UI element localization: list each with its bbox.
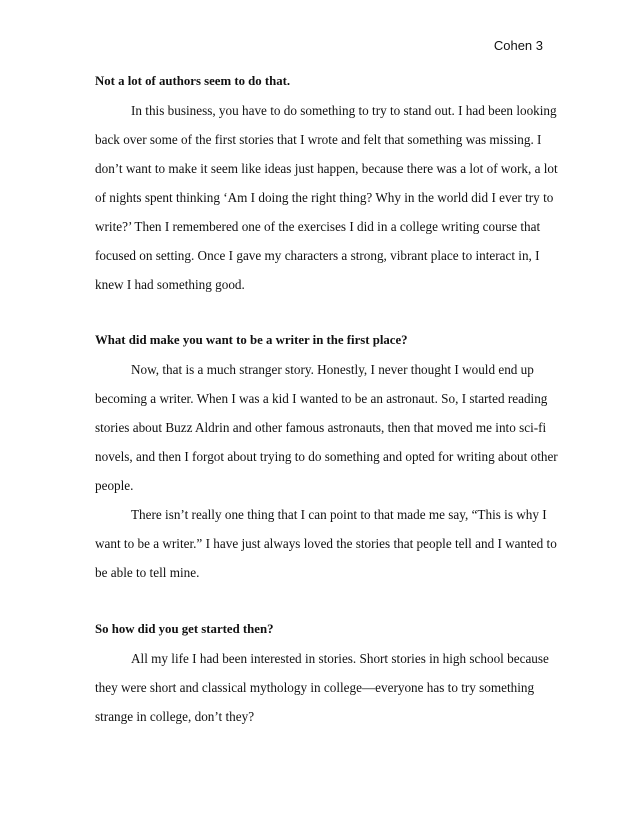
paragraph-line: write?’ Then I remembered one of the exercises I did in a college writing course that: [95, 219, 541, 234]
page-header: Cohen 3: [493, 38, 543, 53]
paragraph: [95, 96, 558, 299]
paragraph-line: people.: [95, 478, 134, 493]
section-question: What did make you want to be a writer in the first place?: [95, 333, 408, 347]
paragraph-line: they were short and classical mythology in college—everyone has to try something: [95, 680, 535, 695]
section-1: [95, 67, 558, 299]
paragraph: [95, 500, 557, 587]
paragraph-line: knew I had something good.: [95, 277, 245, 292]
paragraph-line: focused on setting. Once I gave my characters a strong, vibrant place to interact in, I: [95, 248, 540, 263]
section-question: Not a lot of authors seem to do that.: [95, 74, 291, 88]
paragraph-line: stories about Buzz Aldrin and other famous astronauts, then that moved me into sci-fi: [95, 420, 547, 435]
paragraph-line: becoming a writer. When I was a kid I wanted to be an astronaut. So, I started reading: [95, 391, 548, 406]
paragraph-line: strange in college, don’t they?: [95, 709, 255, 724]
paragraph-line: novels, and then I forgot about trying to do something and opted for writing about other: [95, 449, 558, 464]
paragraph: [95, 355, 558, 500]
paragraph-line: Now, that is a much stranger story. Honestly, I never thought I would end up: [131, 362, 534, 377]
paragraph-line: of nights spent thinking ‘Am I doing the right thing? Why in the world did I ever try to: [95, 190, 554, 205]
paragraph-line: be able to tell mine.: [95, 565, 200, 580]
paragraph-line: back over some of the first stories that I wrote and felt that something was missing. I: [95, 132, 542, 147]
paragraph-line: In this business, you have to do something to try to stand out. I had been looking: [131, 103, 557, 118]
section-question: So how did you get started then?: [95, 622, 274, 636]
paragraph-line: want to be a writer.” I have just always loved the stories that people tell and I wanted to: [95, 536, 557, 551]
section-2: [95, 326, 558, 587]
paragraph: [95, 644, 549, 731]
paragraph-line: There isn’t really one thing that I can point to that made me say, “This is why I: [131, 507, 547, 522]
section-3: [95, 615, 549, 731]
paragraph-line: All my life I had been interested in stories. Short stories in high school because: [131, 651, 549, 666]
paragraph-line: don’t want to make it seem like ideas just happen, because there was a lot of work, a lot: [95, 161, 558, 176]
